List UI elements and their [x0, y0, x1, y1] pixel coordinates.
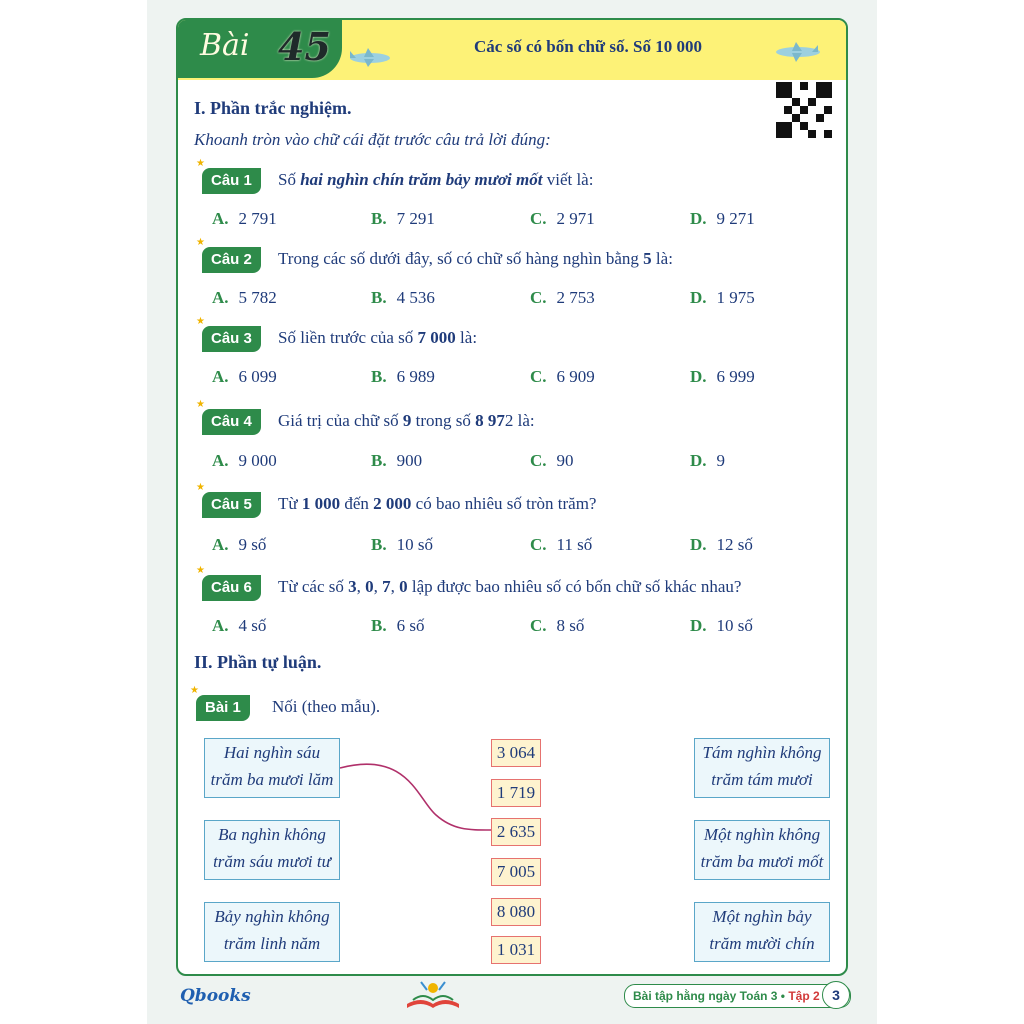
- option-b[interactable]: B. 6 989: [371, 367, 435, 386]
- option-d[interactable]: D. 9 271: [690, 209, 755, 228]
- number-box[interactable]: 8 080: [491, 898, 541, 926]
- option-c[interactable]: C. 8 số: [530, 616, 585, 635]
- word-box-right-2[interactable]: Một nghìn không trăm ba mươi mốt: [694, 820, 830, 880]
- option-a[interactable]: A. 5 782: [212, 288, 277, 307]
- instruction-text: Khoanh tròn vào chữ cái đặt trước câu trả lời đúng:: [194, 130, 551, 149]
- option-b[interactable]: B. 7 291: [371, 209, 435, 228]
- question-badge: Câu 4: [202, 409, 261, 435]
- section-heading-essay: II. Phần tự luận.: [194, 652, 322, 672]
- word-box-right-3[interactable]: Một nghìn bảy trăm mười chín: [694, 902, 830, 962]
- star-icon: ★: [190, 685, 199, 696]
- question-badge: Câu 3: [202, 326, 261, 352]
- star-icon: ★: [196, 316, 205, 327]
- option-d[interactable]: D. 12 số: [690, 535, 753, 554]
- option-a[interactable]: A. 6 099: [212, 367, 277, 386]
- star-icon: ★: [196, 237, 205, 248]
- worksheet-frame: [176, 18, 848, 976]
- question-text: Từ các số 3, 0, 7, 0 lập được bao nhiêu số có bốn chữ số khác nhau?: [278, 577, 742, 596]
- option-c[interactable]: C. 6 909: [530, 367, 595, 386]
- word-box-left-3[interactable]: Bảy nghìn không trăm linh năm: [204, 902, 340, 962]
- option-d[interactable]: D. 6 999: [690, 367, 755, 386]
- option-c[interactable]: C. 2 753: [530, 288, 595, 307]
- series-label: Bài tập hằng ngày Toán 3 • Tập 2: [624, 984, 851, 1008]
- number-box[interactable]: 2 635: [491, 818, 541, 846]
- option-b[interactable]: B. 6 số: [371, 616, 425, 635]
- page-title: Các số có bốn chữ số. Số 10 000: [474, 37, 702, 56]
- option-b[interactable]: B. 900: [371, 451, 423, 470]
- question-badge: Câu 2: [202, 247, 261, 273]
- star-icon: ★: [196, 565, 205, 576]
- number-box[interactable]: 1 031: [491, 936, 541, 964]
- number-box[interactable]: 3 064: [491, 739, 541, 767]
- option-c[interactable]: C. 90: [530, 451, 574, 470]
- word-box-left-1[interactable]: Hai nghìn sáu trăm ba mươi lăm: [204, 738, 340, 798]
- option-d[interactable]: D. 10 số: [690, 616, 753, 635]
- star-icon: ★: [196, 399, 205, 410]
- star-icon: ★: [196, 482, 205, 493]
- option-a[interactable]: A. 9 số: [212, 535, 267, 554]
- option-b[interactable]: B. 10 số: [371, 535, 433, 554]
- open-book-icon: [403, 976, 463, 1012]
- question-text: Từ 1 000 đến 2 000 có bao nhiêu số tròn trăm?: [278, 494, 597, 513]
- option-a[interactable]: A. 9 000: [212, 451, 277, 470]
- lesson-word: Bài: [200, 28, 250, 63]
- question-text: Giá trị của chữ số 9 trong số 8 972 là:: [278, 411, 535, 430]
- question-badge: Câu 5: [202, 492, 261, 518]
- number-box[interactable]: 7 005: [491, 858, 541, 886]
- page-number: 3: [822, 981, 850, 1009]
- option-d[interactable]: D. 1 975: [690, 288, 755, 307]
- section-heading-multiple-choice: I. Phần trắc nghiệm.: [194, 98, 352, 118]
- question-badge: Câu 6: [202, 575, 261, 601]
- exercise-text: Nối (theo mẫu).: [272, 697, 381, 716]
- option-b[interactable]: B. 4 536: [371, 288, 435, 307]
- option-a[interactable]: A. 2 791: [212, 209, 277, 228]
- option-d[interactable]: D. 9: [690, 451, 726, 470]
- exercise-badge: Bài 1: [196, 695, 250, 721]
- option-c[interactable]: C. 2 971: [530, 209, 595, 228]
- star-icon: ★: [196, 158, 205, 169]
- question-text: Số liền trước của số 7 000 là:: [278, 328, 478, 347]
- question-badge: Câu 1: [202, 168, 261, 194]
- number-box[interactable]: 1 719: [491, 779, 541, 807]
- option-a[interactable]: A. 4 số: [212, 616, 267, 635]
- option-c[interactable]: C. 11 số: [530, 535, 593, 554]
- publisher-logo: Qbooks: [180, 986, 251, 1006]
- question-text: Trong các số dưới đây, số có chữ số hàng nghìn bằng 5 là:: [278, 249, 673, 268]
- question-text: Số hai nghìn chín trăm bảy mươi mốt viết là:: [278, 170, 594, 189]
- word-box-left-2[interactable]: Ba nghìn không trăm sáu mươi tư: [204, 820, 340, 880]
- word-box-right-1[interactable]: Tám nghìn không trăm tám mươi: [694, 738, 830, 798]
- lesson-number: 45: [278, 24, 331, 69]
